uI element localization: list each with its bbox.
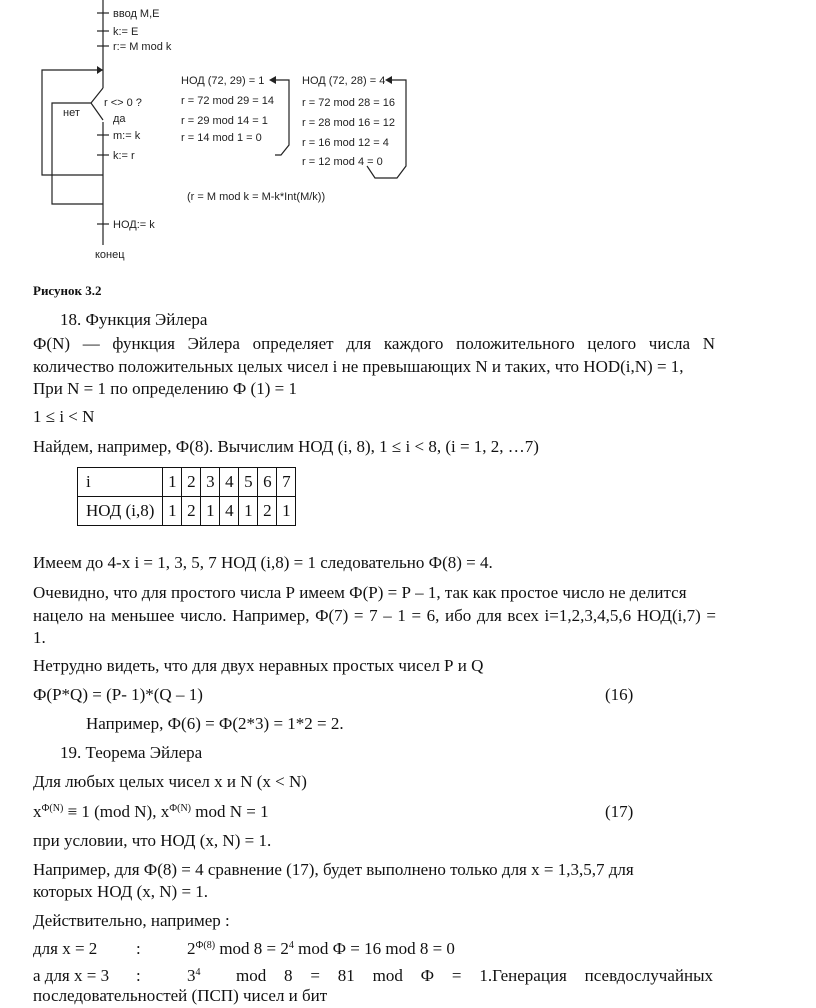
table-row-label: НОД (i,8) xyxy=(78,497,163,526)
example1-line: r = 72 mod 29 = 14 xyxy=(181,95,274,107)
formula-17-part: ≡ 1 (mod N), x xyxy=(63,802,170,821)
paragraph-line: количество положительных целых чисел i не превышающих N и таких, что НОD(i,N) = 1, xyxy=(33,357,684,376)
example-16: Например, Ф(6) = Ф(2*3) = 1*2 = 2. xyxy=(86,714,344,733)
x2-label: для x = 2 xyxy=(33,939,98,958)
example2-line: r = 28 mod 16 = 12 xyxy=(302,117,395,129)
table-cell: 3 xyxy=(201,468,220,497)
paragraph-line: 1. xyxy=(33,628,46,647)
example2-line: r = 16 mod 12 = 4 xyxy=(302,137,389,149)
figure-formula: (r = M mod k = M-k*Int(M/k)) xyxy=(187,191,326,203)
x3-sup: 4 xyxy=(195,967,201,978)
formula-17-sup: Ф(N) xyxy=(169,803,192,814)
flow-assign-k: k:= E xyxy=(113,26,139,38)
figure-caption: Рисунок 3.2 xyxy=(33,283,102,298)
example2-line: r = 12 mod 4 = 0 xyxy=(302,156,383,168)
find-line: Найдем, например, Ф(8). Вычислим НОД (i, 8), 1 ≤ i < 8, (i = 1, 2, …7) xyxy=(33,437,539,456)
table-cell: 7 xyxy=(277,468,296,497)
gcd-table xyxy=(77,467,296,526)
x2-sup: Ф(8) xyxy=(195,940,216,951)
x3-rest: mod 8 = 81 mod Ф = 1.Генерация псевдослучайных xyxy=(236,966,713,985)
formula-17-part: x xyxy=(33,802,42,821)
have-line: Имеем до 4-х i = 1, 3, 5, 7 НОД (i,8) = 1 следовательно Ф(8) = 4. xyxy=(33,553,493,572)
x2-part: mod 8 = 2 xyxy=(215,939,289,958)
example2-line: r = 72 mod 28 = 16 xyxy=(302,97,395,109)
paragraph-line: Например, для Ф(8) = 4 сравнение (17), будет выполнено только для x = 1,3,5,7 для xyxy=(33,860,634,879)
flow-assign-k2: k:= r xyxy=(113,150,135,162)
example1-line: r = 14 mod 1 = 0 xyxy=(181,132,262,144)
table-cell: 1 xyxy=(163,468,182,497)
table-row xyxy=(78,468,296,497)
table-cell: 4 xyxy=(220,468,239,497)
table-cell: 1 xyxy=(201,497,220,526)
two-primes-line: Нетрудно видеть, что для двух неравных простых чисел Р и Q xyxy=(33,656,484,675)
formula-17 xyxy=(33,800,269,824)
table-cell: 5 xyxy=(239,468,258,497)
table-cell: 2 xyxy=(258,497,277,526)
table-cell: 1 xyxy=(239,497,258,526)
formula-17-part: mod N = 1 xyxy=(191,802,269,821)
formula-17-sup: Ф(N) xyxy=(41,803,64,814)
paragraph-line: Ф(N) — функция Эйлера определяет для каждого положительного целого числа N xyxy=(33,334,715,353)
x2-expression xyxy=(187,937,455,961)
equation-number-17: (17) xyxy=(605,802,634,821)
section-18-heading: 18. Функция Эйлера xyxy=(60,310,208,329)
x2-part: 2 xyxy=(187,939,196,958)
example1-line: r = 29 mod 14 = 1 xyxy=(181,115,268,127)
flow-yes-label: да xyxy=(113,113,126,125)
table-cell: 1 xyxy=(277,497,296,526)
flow-input: ввод M,E xyxy=(113,8,160,20)
table-header-label: i xyxy=(78,468,163,497)
flow-assign-r: r:= M mod k xyxy=(113,41,172,53)
table-cell: 6 xyxy=(258,468,277,497)
range-line: 1 ≤ i < N xyxy=(33,407,95,426)
x3-line2: последовательностей (ПСП) чисел и бит xyxy=(33,986,328,1005)
flow-end: конец xyxy=(95,249,125,261)
flow-assign-m: m:= k xyxy=(113,130,141,142)
flowchart-figure xyxy=(0,0,816,300)
x3-label: а для x = 3 xyxy=(33,966,110,985)
x3-part: 3 xyxy=(187,966,196,985)
x2-colon: : xyxy=(136,939,141,958)
example1-line: НОД (72, 29) = 1 xyxy=(181,75,265,87)
table-cell: 1 xyxy=(163,497,182,526)
formula-16: Ф(Р*Q) = (Р- 1)*(Q – 1) xyxy=(33,685,203,704)
indeed-line: Действительно, например : xyxy=(33,911,230,930)
table-cell: 2 xyxy=(182,468,201,497)
any-ints-line: Для любых целых чисел x и N (x < N) xyxy=(33,772,307,791)
table-cell: 2 xyxy=(182,497,201,526)
flow-decision: r <> 0 ? xyxy=(104,97,142,109)
paragraph-line: Очевидно, что для простого числа Р имеем Ф(Р) = Р – 1, так как простое число не делится xyxy=(33,583,687,602)
paragraph-line: нацело на меньшее число. Например, Ф(7) = 7 – 1 = 6, ибо для всех i=1,2,3,4,5,6 НОД(i,7) = xyxy=(33,606,716,625)
x3-colon: : xyxy=(136,966,141,985)
table-row xyxy=(78,497,296,526)
x2-sup: 4 xyxy=(288,940,294,951)
flow-result: НОД:= k xyxy=(113,219,155,231)
condition-line: при условии, что НОД (x, N) = 1. xyxy=(33,831,272,850)
flow-no-label: нет xyxy=(63,107,80,119)
x2-part: mod Ф = 16 mod 8 = 0 xyxy=(293,939,455,958)
equation-number-16: (16) xyxy=(605,685,634,704)
example2-line: НОД (72, 28) = 4 xyxy=(302,75,386,87)
table-cell: 4 xyxy=(220,497,239,526)
section-19-heading: 19. Теорема Эйлера xyxy=(60,743,203,762)
paragraph-line: При N = 1 по определению Ф (1) = 1 xyxy=(33,379,297,398)
paragraph-line: которых НОД (x, N) = 1. xyxy=(33,882,209,901)
